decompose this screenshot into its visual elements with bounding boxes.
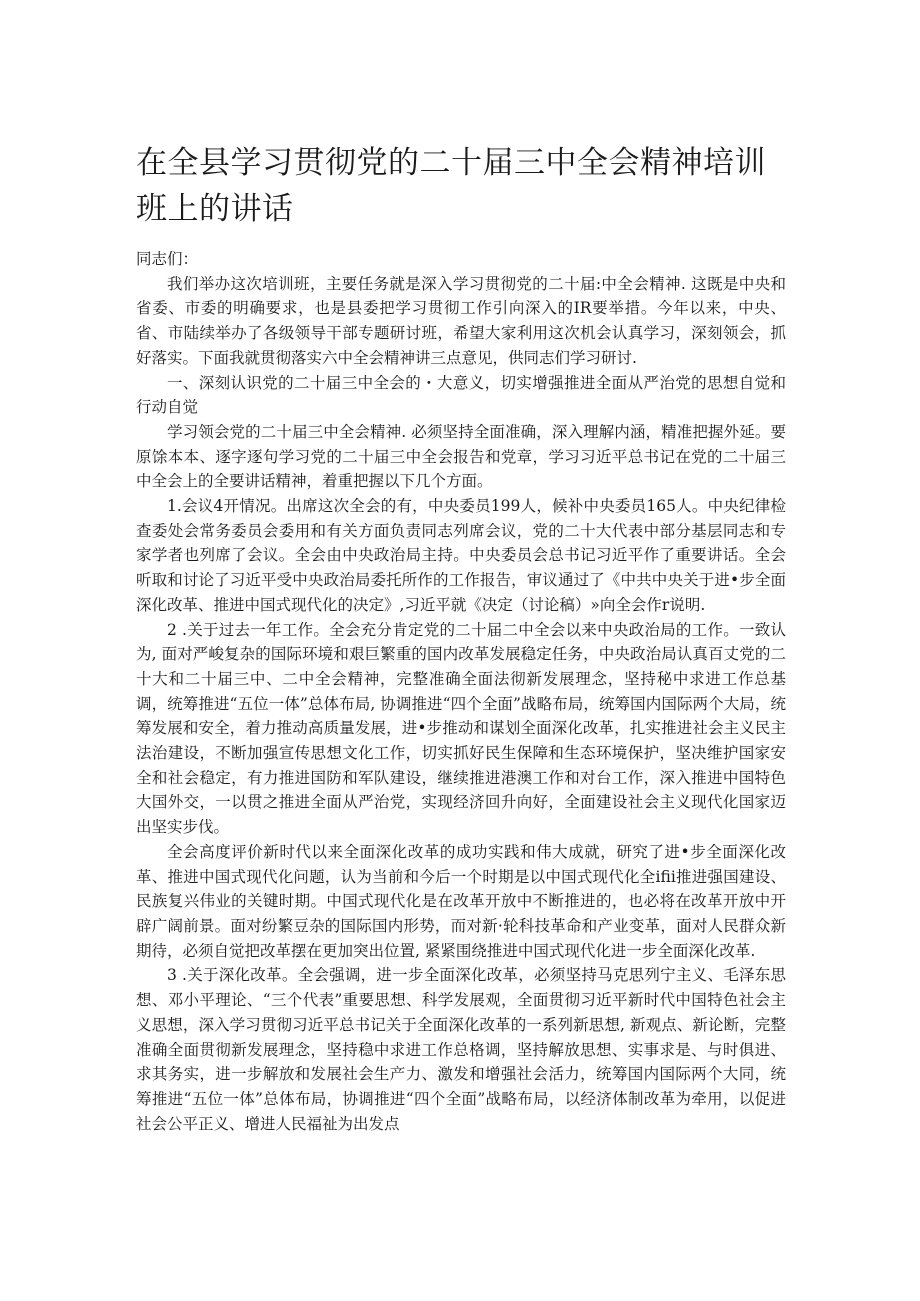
paragraph-point-1: 1.会议4开情况。出席这次全会的有，中央委员199人，候补中央委员165人。中央纪律检查委处会常务委员会委用和有关方面负责同志列席会议，党的二十大代表中部分基层同志和专家学者也列席了会议。全会由中央政治局主持。中央委员会总书记习近平作了重要讲话。全会听取和讨论了习近平受中央政治局委托所作的工作报告，审议通过了《中共中央关于进•步全面深化改革、推进中国式现代化的决定》,习近平就《决定（讨论稿）»向全会作r说明. xyxy=(136,497,786,614)
paragraph-evaluation: 全会高度评价新时代以来全面深化改革的成功实践和伟大成就，研究了进•步全面深化改革、推进中国式现代化问题，认为当前和今后一个时期是以中国式现代化全ifii推进强国建设、民族复兴伟业的关键时期。中国式现代化是在改革开放中不断推进的，也必将在改革开放中开辟广阔前景。面对纷繁豆杂的国际国内形势，而对新·轮科技革命和产业变革，面对人民群众新期待，必须自觉把改革摆在更加突出位置, 紧紧围绕推进中国式现代化进一步全面深化改革. xyxy=(136,842,786,960)
paragraph-study: 学习领会党的二十届三中全会精神. 必须坚持全面准确，深入理解内涵，精准把握外延。要原馀本本、逐字逐句学习党的二十届三中全会报告和党章，学习习近平总书记在党的二十届三中全会上的全要讲话精神，着重把握以下几个方面。 xyxy=(136,422,786,491)
paragraph-point-2: 2 .关于过去一年工作。全会充分肯定党的二十届二中全会以来中央政治局的工作。一致认为, 面对严峻复杂的国际环境和艰巨繁重的国内改革发展稳定任务，中央政治局认真百丈党的二十大和二十届三中、二中全会精神，完整准确全面法彻新发展理念，坚持秘中求进工作总基调，统筹推进“五位一体”总体布局, 协调推进“四个全面”战略布局，统筹国内国际两个大局，统筹发展和安全，着力推动高质量发展，进•步推动和谋划全面深化改革，扎实推进社会主义民主法治建设，不断加强宣传思想文化工作，切实抓好民生保障和生态环境保护，坚决维护国家安全和社会稳定，有力推进国防和军队建设，继续推进港澳工作和对台工作，深入推进中国特色大国外交，一以贯之推进全面从严治党，实现经济回升向好，全面建设社会主义现代化国家迈出坚实步伐。 xyxy=(136,620,786,837)
paragraph-point-3: 3 .关于深化改革。全会强调，进一步全面深化改革，必须坚持马克思列宁主义、毛泽东思想、邓小平理论、“三个代表”重要思想、科学发展观，全面贯彻习近平新时代中国特色社会主义思想，深入学习贯彻习近平总书记关于全面深化改革的一系列新思想, 新观点、新论断，完整准确全面贯彻新发展理念，坚持稳中求进工作总格调，坚持解放思想、实事求是、与时俱进、求其务实，进一步解放和发展社会生产力、激发和增强社会活力，统筹国内国际两个大同，统筹推进“五位一体”总体布局，协调推进“四个全面”战略布局，以经济体制改革为牵用，以促进社会公平正义、增进人民福祉为出发点 xyxy=(136,966,786,1133)
paragraph-intro: 我们举办这次培训班，主要任务就是深入学习贯彻党的二十届:中全会精神. 这既是中央和省委、市委的明确要求，也是县委把学习贯彻工作引向深入的IR要举措。今年以来，中央、省、市陆续举办了各级领导干部专题研讨班，希望大家利用这次机会认真学习，深刻领会，抓好落实。下面我就贯彻落实六中全会精神讲三点意见，供同志们学习研讨. xyxy=(136,274,786,367)
section-heading-1: 一、深刻认识党的二十届三中全会的・大意义，切实增强推进全面从严治党的思想自觉和行动自觉 xyxy=(136,373,786,417)
salutation: 同志们： xyxy=(136,250,199,268)
document-body xyxy=(136,247,786,1136)
document-title: 在全县学习贯彻党的二十届三中全会精神培训班上的讲话 xyxy=(136,145,766,227)
